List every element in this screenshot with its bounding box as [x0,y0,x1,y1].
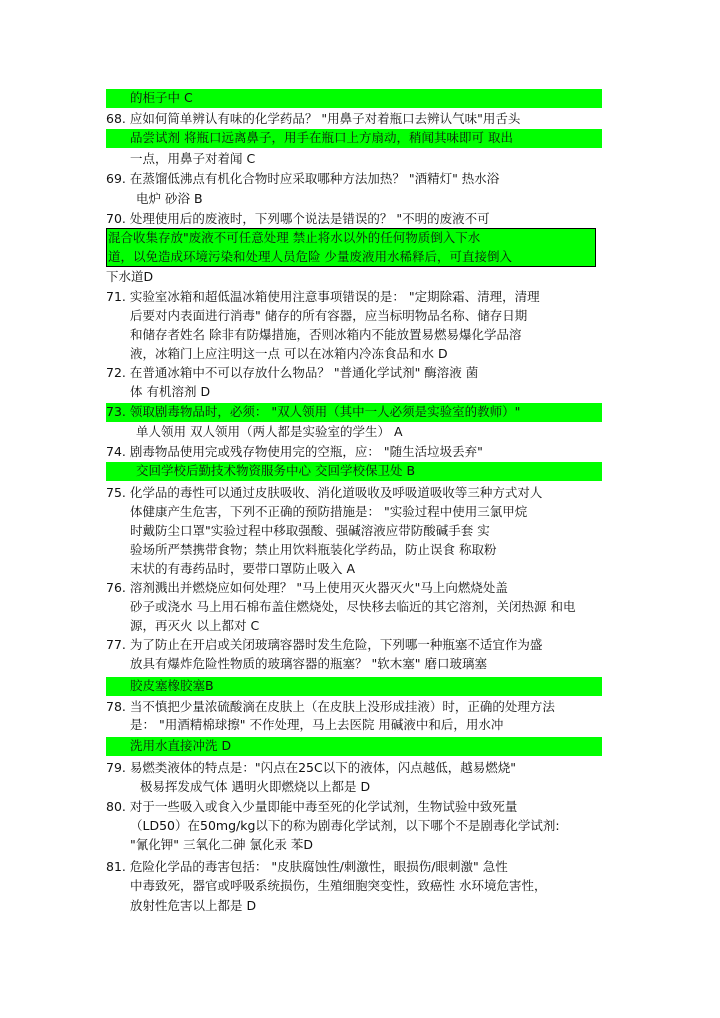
text-line: 时戴防尘口罩"实验过程中移取强酸、强碱溶液应带防酸碱手套 实 [130,523,490,538]
text-line: 体 有机溶剂 D [130,384,211,399]
question-71: 71. 实验室冰箱和超低温冰箱使用注意事项错误的是： "定期除霜、清理，清理 [106,289,540,304]
text-line: 下水道D [106,269,154,284]
text-line: 交回学校后勤技术物资服务中心 交回学校保卫处 B [136,463,416,478]
question-76: 76. 溶剂溅出并燃烧应如何处理？ "马上使用灭火器灭火"马上向燃烧处盖 [106,580,508,595]
text-line: 胶皮塞橡胶塞B [130,678,214,693]
text-line: 一点，用鼻子对着闻 C [130,151,256,166]
question-73: 73. 领取剧毒物品时，必须： "双人领用（其中一人必须是实验室的教师）" [106,404,521,419]
text-line: 放射性危害以上都是 D [130,898,257,913]
text-line: 中毒致死，器官或呼吸系统损伤，生殖细胞突变性，致癌性 水环境危害性， [130,878,547,893]
text-line: "氰化钾" 三氧化二砷 氯化汞 苯D [130,837,314,852]
text-line: （LD50）在50mg/kg以下的称为剧毒化学试剂，以下哪个不是剧毒化学试剂: [130,818,560,833]
text-line: 放具有爆炸危险性物质的玻璃容器的瓶塞？ "软木塞" 磨口玻璃塞 [130,656,487,671]
text-line: 末状的有毒药品时，要带口罩防止吸入 A [130,561,356,576]
text-line: 品尝试剂 将瓶口远离鼻子，用手在瓶口上方扇动，稍闻其味即可 取出 [130,130,513,145]
text-line: 混合收集存放"废液不可任意处理 禁止将水以外的任何物质倒入下水 [108,230,481,245]
question-79: 79. 易燃类液体的特点是："闪点在25C以下的液体，闪点越低，越易燃烧" [106,760,516,775]
text-line: 单人领用 双人领用（两人都是实验室的学生） A [136,424,403,439]
question-72: 72. 在普通冰箱中不可以存放什么物品？ "普通化学试剂" 酶溶液 菌 [106,365,479,380]
question-70: 70. 处理使用后的废液时，下列哪个说法是错误的？ "不明的废液不可 [106,211,490,226]
text-line: 源，再灭火 以上都对 C [130,618,260,633]
text-line: 后要对内表面进行消毒" 储存的所有容器，应当标明物品名称、储存日期 [130,308,528,323]
text-line: 电炉 砂浴 B [136,191,203,206]
question-77: 77. 为了防止在开启或关闭玻璃容器时发生危险，下列哪一种瓶塞不适宜作为盛 [106,637,543,652]
text-line: 砂子或浇水 马上用石棉布盖住燃烧处，尽快移去临近的其它溶剂，关闭热源 和电 [130,599,576,614]
question-75: 75. 化学品的毒性可以通过皮肤吸收、消化道吸收及呼吸道吸收等三种方式对人 [106,485,543,500]
text-line: 验场所严禁携带食物；禁止用饮料瓶装化学药品，防止误食 称取粉 [130,542,497,557]
text-line: 液，冰箱门上应注明这一点 可以在冰箱内冷冻食品和水 D [130,346,448,361]
question-69: 69. 在蒸馏低沸点有机化合物时应采取哪种方法加热？ "酒精灯" 热水浴 [106,171,500,186]
question-74: 74. 剧毒物品使用完或残存物使用完的空瓶，应： "随生活垃圾丢弃" [106,444,483,459]
question-81: 81. 危险化学品的毒害包括： "皮肤腐蚀性/刺激性，眼损伤/眼刺激" 急性 [106,859,508,874]
text-line: 极易挥发成气体 遇明火即燃烧以上都是 D [140,779,371,794]
text-line: 和储存者姓名 除非有防爆措施，否则冰箱内不能放置易燃易爆化学品溶 [130,327,522,342]
question-78: 78. 当不慎把少量浓硫酸滴在皮肤上（在皮肤上没形成挂液）时，正确的处理方法 [106,699,555,714]
text-line: 是： "用酒精棉球擦" 不作处理，马上去医院 用碱液中和后，用水冲 [130,717,504,732]
text-line: 体健康产生危害，下列不正确的预防措施是： "实验过程中使用三氯甲烷 [130,504,528,519]
question-80: 80. 对于一些吸入或食入少量即能中毒至死的化学试剂，生物试验中致死量 [106,799,518,814]
text-line: 洗用水直接冲洗 D [130,738,232,753]
text-line: 的柜子中 C [130,90,193,105]
question-68: 68. 应如何简单辨认有味的化学药品？ "用鼻子对着瓶口去辨认气味"用舌头 [106,111,521,126]
text-line: 道，以免造成环境污染和处理人员危险 少量废液用水稀释后，可直接倒入 [108,249,512,264]
